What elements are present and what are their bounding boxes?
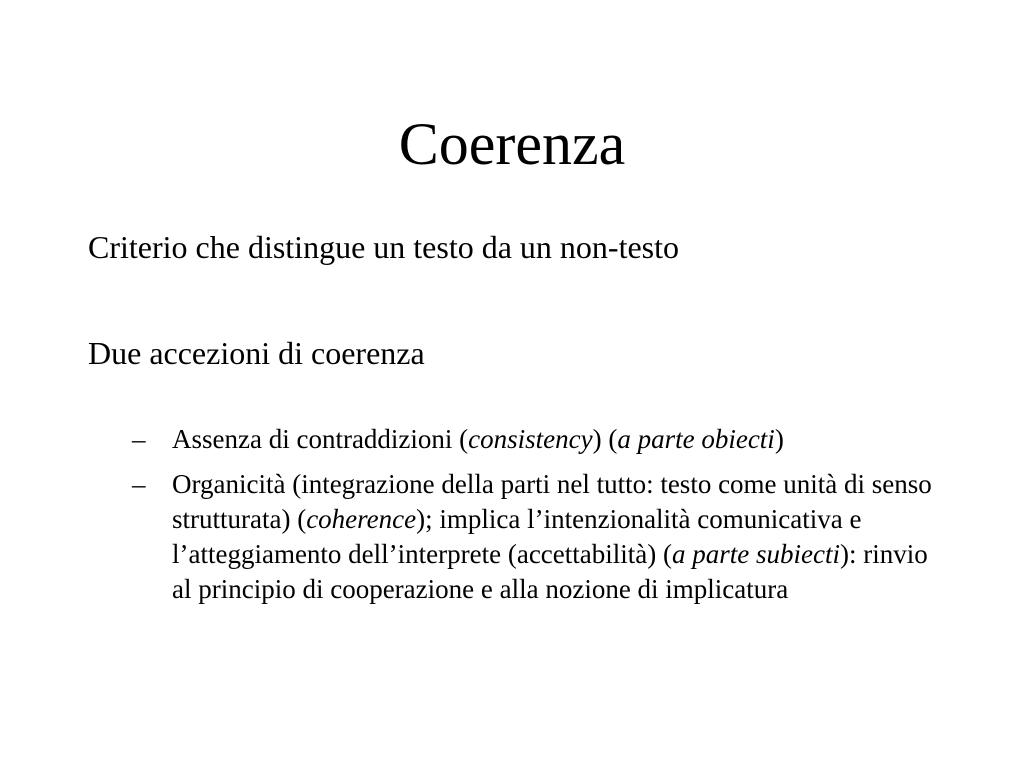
- italic-term: coherence: [306, 504, 417, 534]
- dash-bullet: –: [132, 469, 146, 499]
- italic-term: a parte obiecti: [617, 424, 775, 454]
- bullet-point-criterion: Criterio che distingue un testo da un non-testo: [88, 229, 679, 265]
- sub-bullet-text: Organicità (integrazione della parti nel tutto: testo come unità di senso strutturata) (: [172, 469, 932, 534]
- sub-bullet-text: ); implica l’intenzionalità comunicativa e l’atteggiamento dell’interprete (accettabilità) (: [172, 504, 862, 569]
- sub-bullet-list: [132, 422, 942, 607]
- sub-bullet-text: Assenza di contraddizioni (: [172, 424, 469, 454]
- bullet-point-two-meanings: Due accezioni di coerenza: [88, 335, 425, 371]
- slide-title: Coerenza: [398, 111, 626, 177]
- sub-bullet-coherence: [132, 467, 942, 607]
- slide-body: [88, 222, 968, 617]
- sub-bullet-consistency: [132, 422, 942, 457]
- italic-term: consistency: [468, 424, 593, 454]
- sub-bullet-text: ) (: [592, 424, 618, 454]
- sub-bullet-text: ): rinvio al principio di cooperazione e alla nozione di implicatura: [172, 539, 928, 604]
- dash-bullet: –: [132, 424, 146, 454]
- sub-bullet-text: ): [774, 424, 784, 454]
- italic-term: a parte subiecti: [672, 539, 840, 569]
